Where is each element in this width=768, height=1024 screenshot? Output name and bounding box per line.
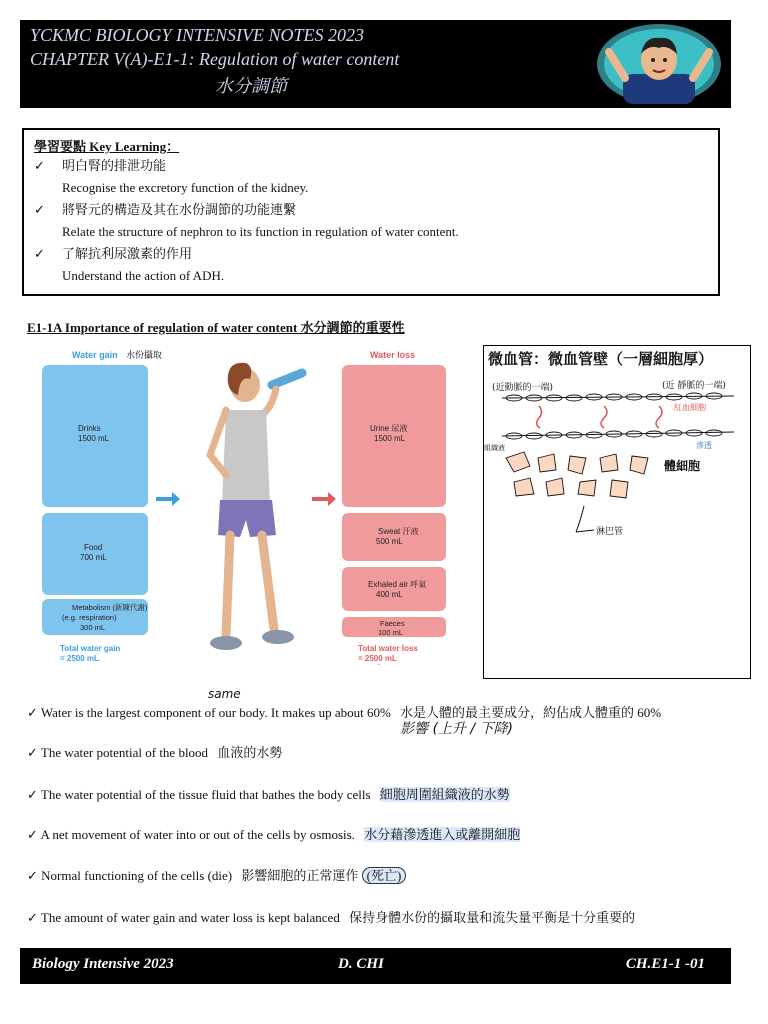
loss-amount-exhaled: 400 mL	[376, 590, 403, 599]
sketch-label-lymph: 淋巴管	[596, 527, 624, 537]
bullet-en: The water potential of the tissue fluid that bathes the body cells	[40, 787, 371, 802]
gain-total-label: Total water gain	[60, 644, 121, 653]
key-learning-box	[22, 128, 720, 296]
bullet-en: Water is the largest component of our body. It makes up about 60%	[40, 705, 391, 720]
gain-amount-drinks: 1500 mL	[78, 434, 110, 443]
gain-amount-metabolism: 300 mL	[80, 623, 106, 632]
bullet-zh: 水分藉滲透進入或離開細胞	[364, 827, 521, 842]
loss-amount-urine: 1500 mL	[374, 434, 406, 443]
sketch-title: 微血管：微血管壁（一層細胞厚）	[488, 350, 714, 368]
title-line-1: YCKMC BIOLOGY INTENSIVE NOTES 2023	[30, 25, 365, 45]
gain-amount-food: 700 mL	[80, 553, 107, 562]
sketch-label-osmosis: 滲透	[696, 441, 712, 450]
loss-label-urine: Urine 尿液	[370, 424, 408, 433]
key-item-zh: 明白腎的排泄功能	[62, 158, 167, 173]
handwritten-same-note: same	[208, 687, 241, 701]
header-banner	[20, 20, 731, 108]
key-item-zh: 將腎元的構造及其在水份調節的功能連繫	[62, 202, 297, 217]
sketch-label-venous: (近 靜脈的一端)	[662, 381, 726, 391]
title-line-2: CHAPTER V(A)-E1-1: Regulation of water content	[30, 49, 400, 69]
bullet-zh: 水是人體的最主要成分，約佔成人體重的 60%	[400, 705, 662, 720]
sketch-label-tissue-fluid: 組織液	[484, 444, 505, 452]
handwritten-sketch-box	[483, 345, 751, 679]
loss-box-exhaled	[342, 567, 446, 611]
key-item-en: Understand the action of ADH.	[62, 268, 225, 283]
key-item	[34, 155, 708, 199]
gain-label-metabolism: Metabolism (新陳代謝)	[72, 603, 148, 612]
bullet-en: A net movement of water into or out of the cells by osmosis.	[40, 827, 355, 842]
section-heading: E1-1A Importance of regulation of water content 水分調節的重要性	[27, 320, 405, 335]
sketch-label-rbc: 紅血細胞	[674, 403, 706, 412]
check-icon: ✓	[27, 787, 38, 802]
title-line-3: 水分調節	[215, 76, 287, 96]
loss-amount-faeces: 100 mL	[378, 628, 404, 637]
bullet-zh: 血液的水勢	[217, 745, 283, 760]
bullet-extra: (死亡)	[362, 867, 407, 884]
bullet-en: The amount of water gain and water loss is kept balanced	[40, 910, 340, 925]
water-loss-title: Water loss	[370, 350, 416, 360]
key-item-en: Recognise the excretory function of the kidney.	[62, 180, 309, 195]
footer-center: D. CHI	[338, 956, 384, 972]
bullet-item	[27, 742, 282, 761]
capillary-sketch	[484, 346, 752, 680]
bullet-zh: 保持身體水份的攝取量和流失量平衡是十分重要的	[349, 910, 636, 925]
gain-arrow-icon	[156, 492, 180, 506]
bullet-zh: 影響細胞的正常運作	[241, 868, 359, 883]
key-item-zh: 了解抗利尿激素的作用	[62, 246, 193, 261]
loss-arrow-icon	[312, 492, 336, 506]
cartoon-avatar-icon	[595, 22, 723, 106]
loss-amount-sweat: 500 mL	[376, 537, 403, 546]
loss-label-sweat: Sweat 汗液	[378, 527, 419, 536]
key-learning-title: 學習要點 Key Learning：	[34, 139, 180, 154]
key-item	[34, 199, 708, 243]
person-drinking-figure	[210, 363, 302, 650]
footer-banner	[20, 948, 731, 984]
check-icon: ✓	[27, 827, 38, 842]
bullet-item	[27, 907, 635, 926]
footer-left: Biology Intensive 2023	[32, 956, 174, 972]
water-balance-infographic	[40, 345, 460, 665]
sketch-label-arterial: (近動脈的一端)	[492, 383, 554, 393]
loss-label-exhaled: Exhaled air 呼氣	[368, 580, 427, 589]
gain-label-food: Food	[84, 543, 103, 552]
loss-total-value: = 2500 mL	[358, 654, 397, 663]
bullet-item	[27, 702, 661, 721]
check-icon: ✓	[27, 705, 38, 720]
gain-sub-metabolism: (e.g. respiration)	[62, 613, 117, 622]
check-icon: ✓	[27, 910, 38, 925]
loss-total-label: Total water loss	[358, 644, 418, 653]
bullet-en: The water potential of the blood	[40, 745, 209, 760]
bullet-item	[27, 865, 406, 884]
check-icon: ✓	[27, 745, 38, 760]
check-icon: ✓	[34, 158, 45, 173]
gain-label-drinks: Drinks	[78, 424, 101, 433]
check-icon: ✓	[34, 202, 45, 217]
water-gain-title: Water gain	[72, 350, 118, 360]
sketch-label-body-cells: 體細胞	[664, 459, 701, 473]
key-item-en: Relate the structure of nephron to its function in regulation of water content.	[62, 224, 459, 239]
loss-label-faeces: Faeces	[380, 619, 405, 628]
gain-total-value: = 2500 mL	[60, 654, 99, 663]
bullet-item	[27, 824, 520, 843]
bullet-zh: 細胞周圍組織液的水勢	[379, 787, 510, 802]
check-icon: ✓	[27, 868, 38, 883]
key-item	[34, 243, 708, 287]
handwritten-effect-note: 影響 (上升 / 下降)	[400, 721, 513, 737]
bullet-en: Normal functioning of the cells (die)	[41, 868, 233, 883]
bullet-item	[27, 784, 510, 803]
water-gain-note: 水份攝取	[126, 351, 163, 361]
check-icon: ✓	[34, 246, 45, 261]
footer-right: CH.E1-1 -01	[625, 956, 705, 972]
